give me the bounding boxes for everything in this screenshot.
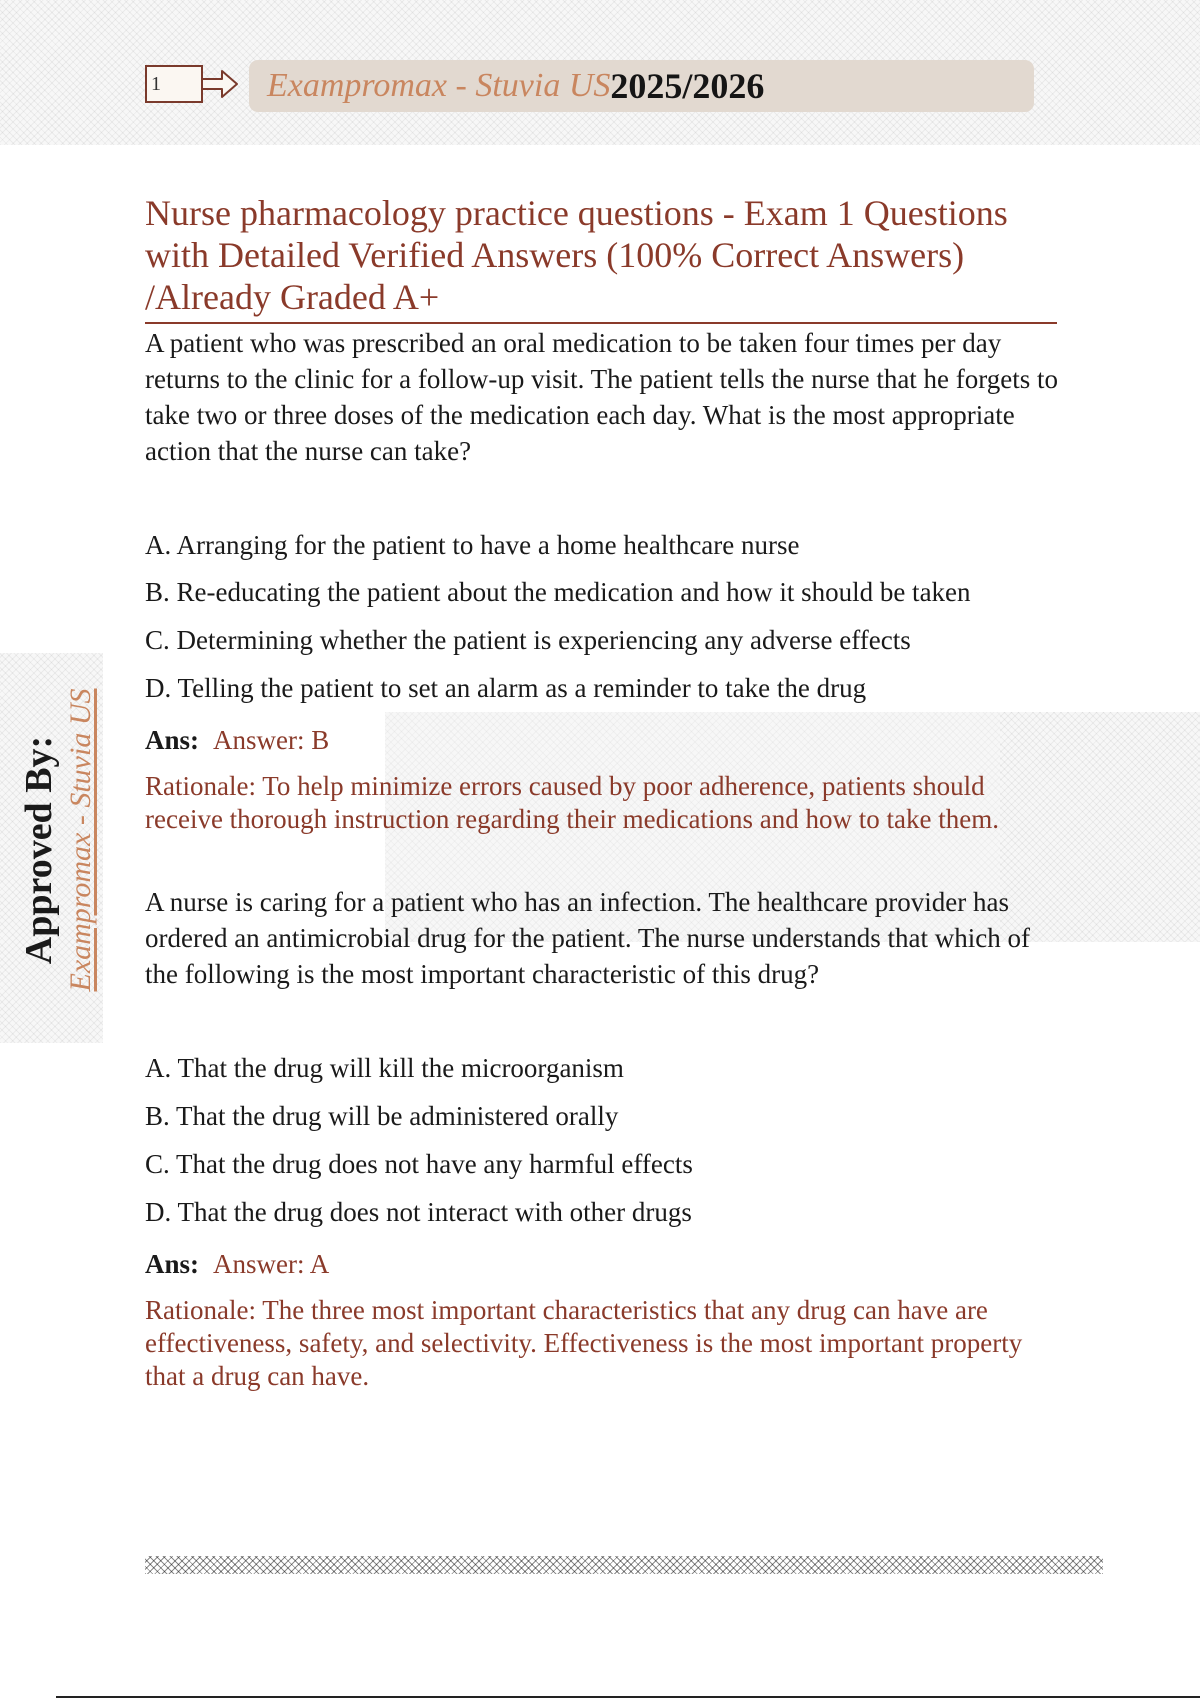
footer-rule	[56, 1696, 1200, 1698]
question-text: A nurse is caring for a patient who has an infection. The healthcare provider has ordered an antimicrobial drug for the patient. The nurse understands that which of the following is the most important characteristic of this drug?	[145, 887, 1030, 989]
question-block	[145, 884, 1065, 1393]
answer-option: D. Telling the patient to set an alarm as a reminder to take the drug	[145, 673, 867, 703]
header-banner	[249, 60, 1034, 112]
question-block	[145, 325, 1065, 836]
approval-brand: Exampromax - Stuvia US	[64, 688, 97, 992]
banner-year: 2025/2026	[610, 66, 765, 106]
answer-line	[145, 722, 1065, 758]
answer-option: D. That the drug does not interact with other drugs	[145, 1197, 692, 1227]
answer-option: B. Re-educating the patient about the medication and how it should be taken	[145, 577, 971, 607]
answer-option: A. Arranging for the patient to have a home healthcare nurse	[145, 530, 800, 560]
answer-value: Answer: B	[213, 725, 330, 755]
answer-value: Answer: A	[213, 1249, 330, 1279]
document-body	[145, 325, 1065, 1393]
page-number: 1	[145, 65, 203, 103]
decorative-divider	[145, 1556, 1103, 1574]
document-title: Nurse pharmacology practice questions - Exam 1 Questions with Detailed Verified Answers (100% Correct Answers) /Already Graded A+	[145, 192, 1057, 324]
answer-label: Ans:	[145, 725, 200, 755]
answer-option: A. That the drug will kill the microorganism	[145, 1053, 624, 1083]
answer-line	[145, 1246, 1065, 1282]
answer-option: C. That the drug does not have any harmful effects	[145, 1149, 693, 1179]
approved-by-label: Approved By:	[18, 735, 60, 965]
answer-option: B. That the drug will be administered orally	[145, 1101, 619, 1131]
rationale-text: Rationale: To help minimize errors caused by poor adherence, patients should receive thorough instruction regarding their medications and how to take them.	[145, 771, 999, 834]
answer-option: C. Determining whether the patient is experiencing any adverse effects	[145, 625, 911, 655]
question-text: A patient who was prescribed an oral medication to be taken four times per day returns to the clinic for a follow-up visit. The patient tells the nurse that he forgets to take two or three doses of the medication each day. What is the most appropriate action that the nurse can take?	[145, 328, 1059, 466]
arrow-right-icon	[200, 66, 240, 102]
rationale-text: Rationale: The three most important characteristics that any drug can have are effectiveness, safety, and selectivity. Effectiveness is the most important property that a drug can have.	[145, 1295, 1023, 1391]
answer-label: Ans:	[145, 1249, 200, 1279]
banner-brand: Exampromax - Stuvia US	[267, 67, 611, 104]
